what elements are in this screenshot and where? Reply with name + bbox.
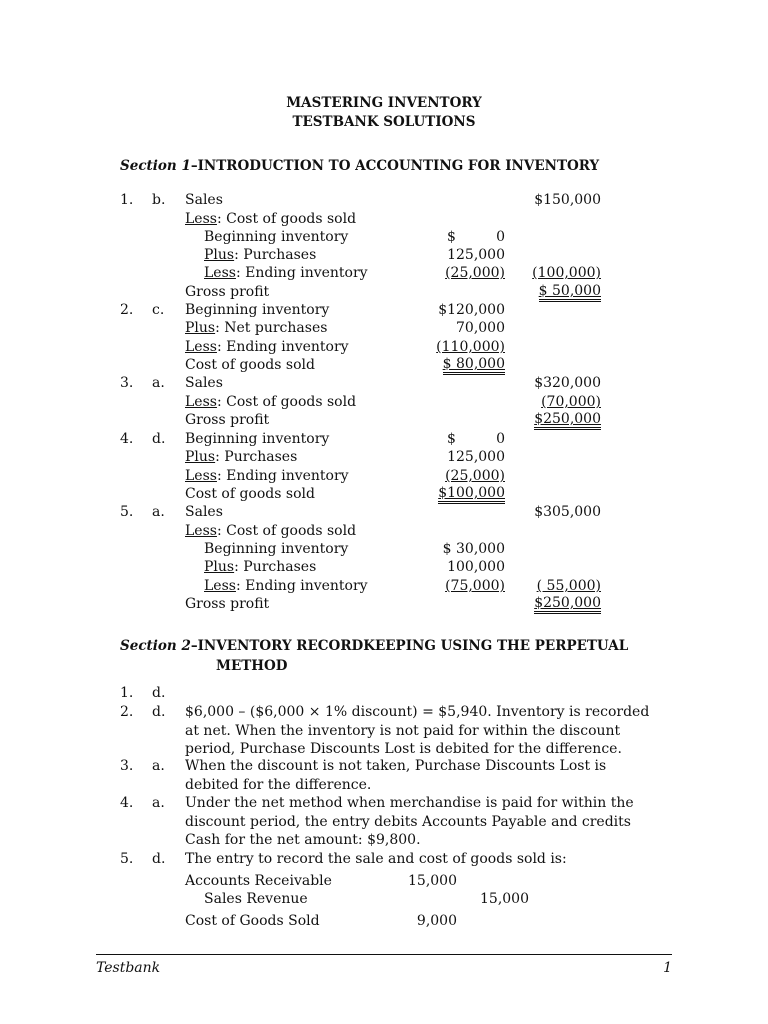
answer-letter: c. bbox=[152, 302, 165, 318]
answer-letter: d. bbox=[152, 685, 166, 701]
keyword: Plus bbox=[185, 449, 216, 465]
line-label bbox=[204, 558, 316, 576]
total-amount: $ 80,000 bbox=[443, 356, 505, 375]
label-rest: : Purchases bbox=[234, 247, 317, 263]
label-rest: : Cost of goods sold bbox=[216, 394, 357, 410]
amount: (100,000) bbox=[532, 265, 601, 281]
journal-debit: 15,000 bbox=[408, 873, 457, 889]
amount: 125,000 bbox=[447, 247, 505, 263]
line-label bbox=[185, 393, 356, 411]
keyword: Less bbox=[185, 211, 217, 227]
page-title: MASTERING INVENTORY bbox=[286, 95, 482, 111]
amount: 100,000 bbox=[447, 559, 505, 575]
line-label: Sales bbox=[185, 192, 223, 208]
line-label: Sales bbox=[185, 504, 223, 520]
label-rest: : Purchases bbox=[234, 559, 317, 575]
label-rest: : Ending inventory bbox=[216, 339, 349, 355]
line-label: Beginning inventory bbox=[204, 229, 349, 245]
line-label bbox=[204, 246, 316, 264]
section-2-heading-cont: METHOD bbox=[216, 658, 288, 674]
question-number: 5. bbox=[120, 504, 134, 520]
page-subtitle: TESTBANK SOLUTIONS bbox=[292, 114, 476, 130]
amount: 125,000 bbox=[447, 449, 505, 465]
answer-letter: a. bbox=[152, 375, 165, 391]
keyword: Plus bbox=[204, 247, 235, 263]
answer-text: When the discount is not taken, Purchase Discounts Lost is debited for the difference. bbox=[185, 758, 607, 793]
line-label: Cost of goods sold bbox=[185, 357, 315, 373]
answer-letter: b. bbox=[152, 192, 166, 208]
dollar-sign: $ bbox=[447, 229, 456, 245]
section-1-prefix: Section 1 bbox=[120, 158, 191, 174]
total-amount: $250,000 bbox=[534, 411, 601, 430]
amount: $120,000 bbox=[438, 302, 505, 318]
question-number: 4. bbox=[120, 795, 134, 811]
amount: $305,000 bbox=[534, 504, 601, 520]
keyword: Less bbox=[185, 523, 217, 539]
dollar-sign: $ bbox=[447, 431, 456, 447]
answer-letter: a. bbox=[152, 504, 165, 520]
journal-account: Cost of Goods Sold bbox=[185, 913, 320, 929]
amount: (70,000) bbox=[541, 394, 601, 410]
page-number: 1 bbox=[663, 960, 672, 976]
label-rest: : Net purchases bbox=[215, 320, 328, 336]
amount: 0 bbox=[496, 431, 505, 447]
label-rest: : Ending inventory bbox=[216, 468, 349, 484]
line-label: Gross profit bbox=[185, 596, 270, 612]
line-label bbox=[185, 467, 349, 485]
footer-label: Testbank bbox=[96, 960, 161, 976]
answer-letter: d. bbox=[152, 431, 166, 447]
question-number: 1. bbox=[120, 192, 134, 208]
keyword: Less bbox=[185, 339, 217, 355]
label-rest: : Purchases bbox=[215, 449, 298, 465]
amount: ( 55,000) bbox=[536, 578, 601, 594]
line-label: Beginning inventory bbox=[185, 302, 330, 318]
line-label: Gross profit bbox=[185, 412, 270, 428]
journal-debit: 9,000 bbox=[416, 913, 457, 929]
amount: $ 30,000 bbox=[442, 541, 505, 557]
keyword: Plus bbox=[204, 559, 235, 575]
answer-letter: d. bbox=[152, 851, 166, 867]
question-number: 1. bbox=[120, 685, 134, 701]
line-label bbox=[185, 448, 297, 466]
label-rest: : Cost of goods sold bbox=[216, 211, 357, 227]
section-2-title: –INVENTORY RECORDKEEPING USING THE PERPETUAL bbox=[190, 638, 629, 654]
amount: $320,000 bbox=[534, 375, 601, 391]
keyword: Less bbox=[204, 578, 236, 594]
keyword: Less bbox=[185, 394, 217, 410]
question-number: 5. bbox=[120, 851, 134, 867]
amount: (25,000) bbox=[445, 265, 505, 281]
journal-credit: 15,000 bbox=[480, 891, 529, 907]
question-number: 3. bbox=[120, 758, 134, 774]
label-rest: : Ending inventory bbox=[235, 265, 368, 281]
line-label: Beginning inventory bbox=[185, 431, 330, 447]
total-amount: $100,000 bbox=[438, 485, 505, 504]
answer-letter: d. bbox=[152, 704, 166, 720]
line-label: Beginning inventory bbox=[204, 541, 349, 557]
question-number: 4. bbox=[120, 431, 134, 447]
amount: (110,000) bbox=[436, 339, 505, 355]
answer-text: $6,000 – ($6,000 × 1% discount) = $5,940. Inventory is recorded at net. When the inventory is not paid for within the discount period, Purchase Discounts Lost is debited for the difference. bbox=[185, 704, 650, 757]
amount: $150,000 bbox=[534, 192, 601, 208]
total-amount: $ 50,000 bbox=[539, 283, 601, 302]
line-label bbox=[185, 522, 356, 540]
question-number: 2. bbox=[120, 302, 134, 318]
section-1-heading bbox=[120, 157, 599, 175]
answer-letter: a. bbox=[152, 758, 165, 774]
section-1-title: –INTRODUCTION TO ACCOUNTING FOR INVENTORY bbox=[190, 158, 600, 174]
section-2-prefix: Section 2 bbox=[120, 638, 191, 654]
section-2-heading bbox=[120, 637, 628, 655]
amount: 0 bbox=[496, 229, 505, 245]
line-label: Gross profit bbox=[185, 284, 270, 300]
line-label bbox=[204, 577, 368, 595]
amount: 70,000 bbox=[456, 320, 505, 336]
line-label: Cost of goods sold bbox=[185, 486, 315, 502]
question-number: 2. bbox=[120, 704, 134, 720]
footer-divider bbox=[96, 954, 672, 955]
answer-text: The entry to record the sale and cost of goods sold is: bbox=[185, 851, 567, 867]
line-label bbox=[204, 264, 368, 282]
amount: (25,000) bbox=[445, 468, 505, 484]
label-rest: : Ending inventory bbox=[235, 578, 368, 594]
total-amount: $250,000 bbox=[534, 595, 601, 614]
keyword: Less bbox=[185, 468, 217, 484]
label-rest: : Cost of goods sold bbox=[216, 523, 357, 539]
journal-account: Sales Revenue bbox=[204, 891, 308, 907]
answer-letter: a. bbox=[152, 795, 165, 811]
line-label: Sales bbox=[185, 375, 223, 391]
question-number: 3. bbox=[120, 375, 134, 391]
line-label bbox=[185, 319, 327, 337]
line-label bbox=[185, 210, 356, 228]
journal-account: Accounts Receivable bbox=[185, 873, 332, 889]
keyword: Less bbox=[204, 265, 236, 281]
answer-text: Under the net method when merchandise is paid for within the discount period, the entry debits Accounts Payable and credits Cash for the net amount: $9,800. bbox=[185, 795, 634, 848]
line-label bbox=[185, 338, 349, 356]
keyword: Plus bbox=[185, 320, 216, 336]
amount: (75,000) bbox=[445, 578, 505, 594]
